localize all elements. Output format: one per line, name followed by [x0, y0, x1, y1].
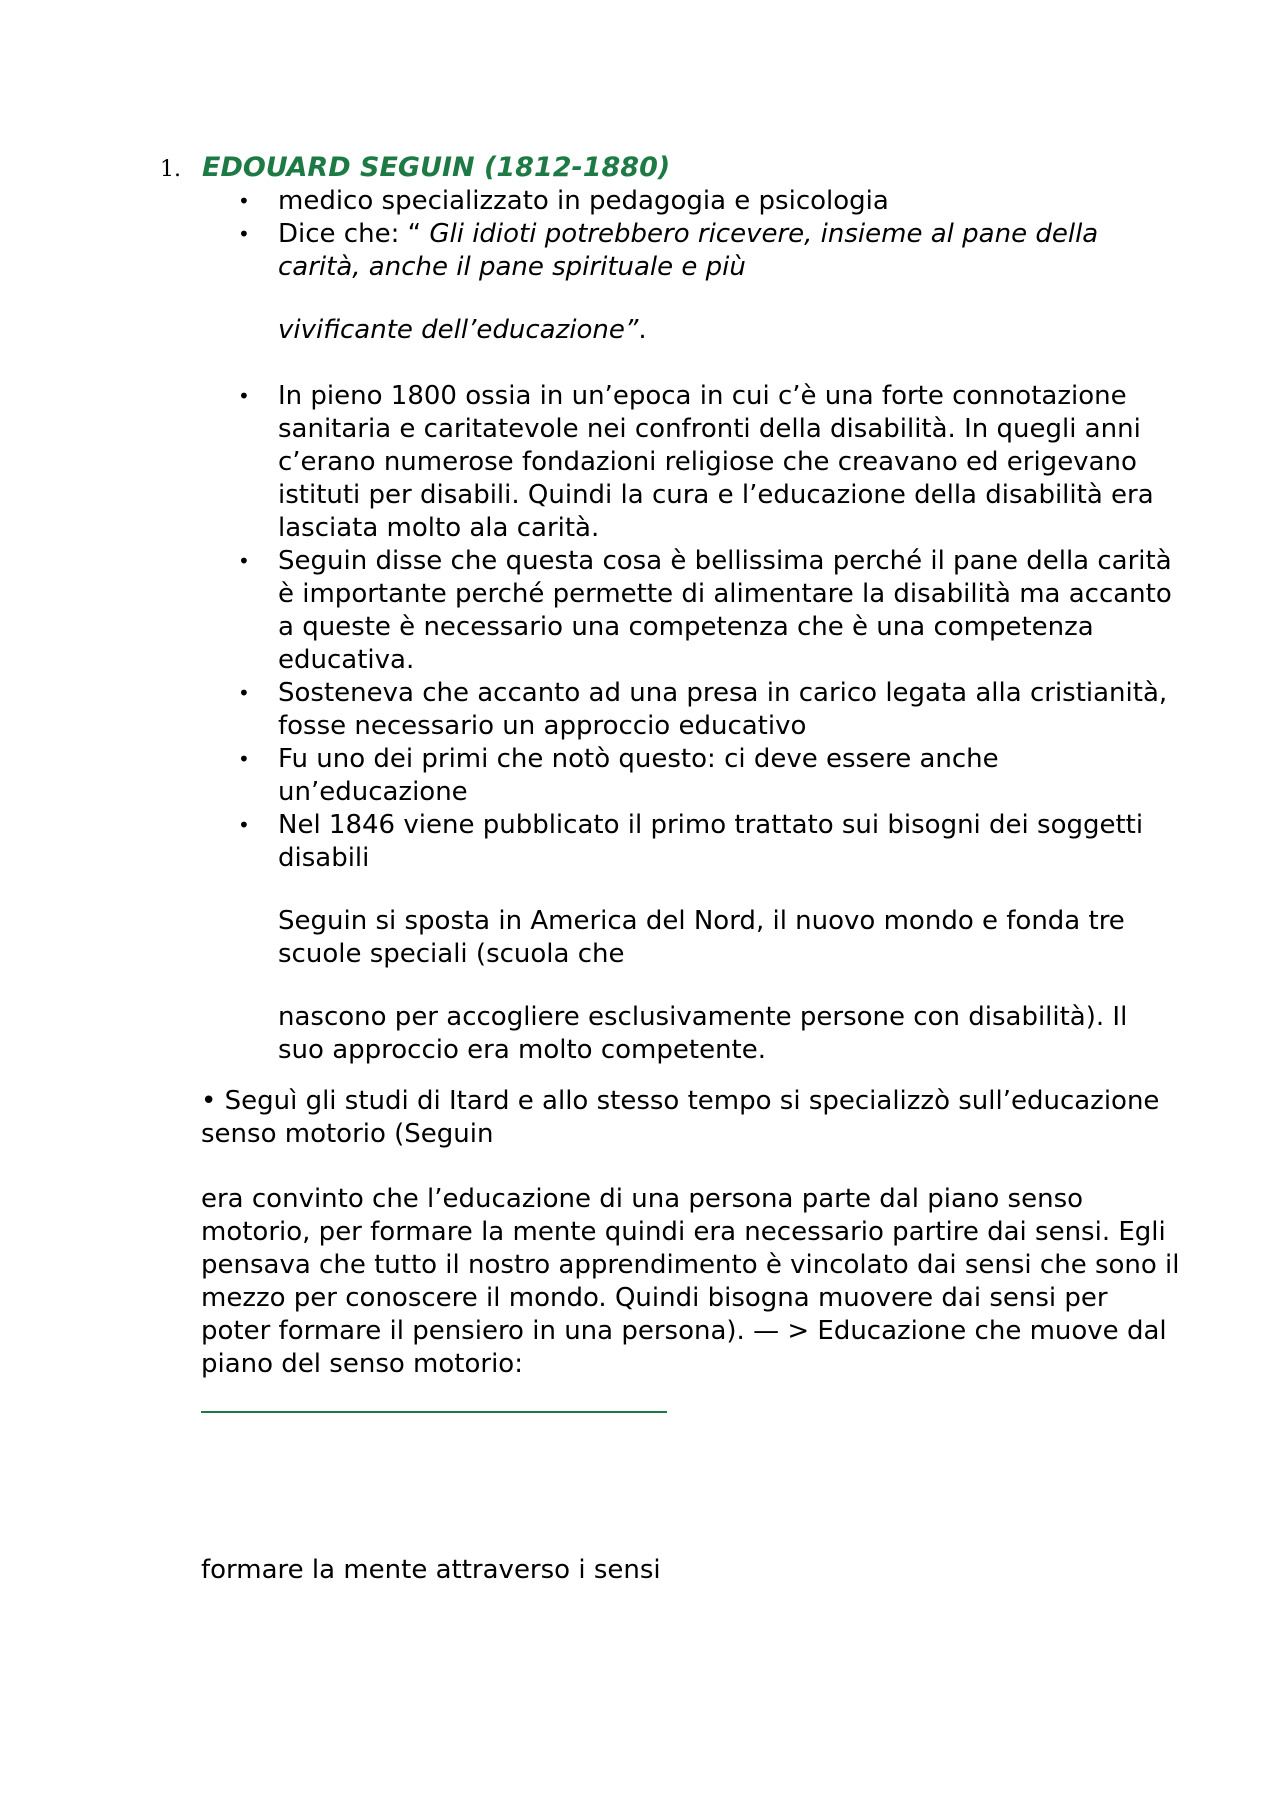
section-heading: [160, 152, 670, 188]
bullet-icon: •: [238, 681, 250, 705]
divider-line: [201, 1411, 667, 1413]
bullet-icon: •: [238, 222, 250, 246]
list-item: [238, 380, 1178, 545]
list-item: [238, 218, 1178, 380]
bullet-text: Fu uno dei primi che notò questo: ci deve essere anche un’educazione: [278, 744, 999, 807]
paragraph-senso-motorio: era convinto che l’educazione di una persona parte dal piano senso motorio, per formare la mente quindi era necessario partire dai sensi. Egli pensava che tutto il nostro apprendimento è vincolato dai sensi che sono il mezzo per conoscere il mondo. Quindi bisogna muovere dai sensi per poter formare il pensiero in una persona). — > Educazione che muove dal piano del senso motorio:: [201, 1184, 1180, 1379]
bullet-text: medico specializzato in pedagogia e psicologia: [278, 186, 889, 216]
bullet-icon: •: [238, 384, 250, 408]
quote-line-2: [278, 314, 1178, 347]
quote-suffix: .: [638, 315, 647, 345]
quote-line-1: [278, 218, 1178, 284]
bullet-continuation-1: Seguin si sposta in America del Nord, il nuovo mondo e fonda tre scuole speciali (scuola che: [278, 906, 1125, 969]
list-item: [238, 545, 1178, 677]
quote-text: Gli idioti potrebbero ricevere, insieme al pane della carità, anche il pane spirituale e più: [278, 219, 1099, 282]
paragraph-formare-mente: formare la mente attraverso i sensi: [201, 1555, 661, 1585]
list-item: [238, 809, 1178, 1067]
quote-text-continued: vivificante dell’educazione”: [278, 315, 639, 345]
paragraph-itard: • Seguì gli studi di Itard e allo stesso tempo si specializzò sull’educazione senso motorio (Seguin: [201, 1086, 1160, 1149]
list-item: [238, 677, 1178, 743]
bullet-icon: •: [238, 747, 250, 771]
bullet-icon: •: [238, 189, 250, 213]
bullet-text: Sosteneva che accanto ad una presa in carico legata alla cristianità, fosse necessario un approccio educativo: [278, 678, 1168, 741]
quote-prefix: Dice che: “: [278, 219, 430, 249]
heading-title: EDOUARD SEGUIN (1812-1880): [202, 152, 671, 183]
list-item: [238, 185, 1178, 218]
bullet-icon: •: [238, 549, 250, 573]
list-item: [238, 743, 1178, 809]
bullet-text: In pieno 1800 ossia in un’epoca in cui c’è una forte connotazione sanitaria e caritatevole nei confronti della disabilità. In quegli anni c’erano numerose fondazioni religiose che creavano ed erigevano istituti per disabili. Quindi la cura e l’educazione della disabilità era lasciata molto ala carità.: [278, 381, 1154, 543]
bullet-text: Nel 1846 viene pubblicato il primo trattato sui bisogni dei soggetti disabili: [278, 810, 1144, 873]
bullet-list: [238, 185, 1178, 1067]
bullet-text: Seguin disse che questa cosa è bellissima perché il pane della carità è importante perché permette di alimentare la disabilità ma accanto a queste è necessario una competenza che è una competenza educativa.: [278, 546, 1172, 675]
bullet-icon: •: [238, 813, 250, 837]
bullet-continuation-2: nascono per accogliere esclusivamente persone con disabilità). Il suo approccio era molto competente.: [278, 1002, 1128, 1065]
list-number: 1.: [160, 157, 181, 182]
